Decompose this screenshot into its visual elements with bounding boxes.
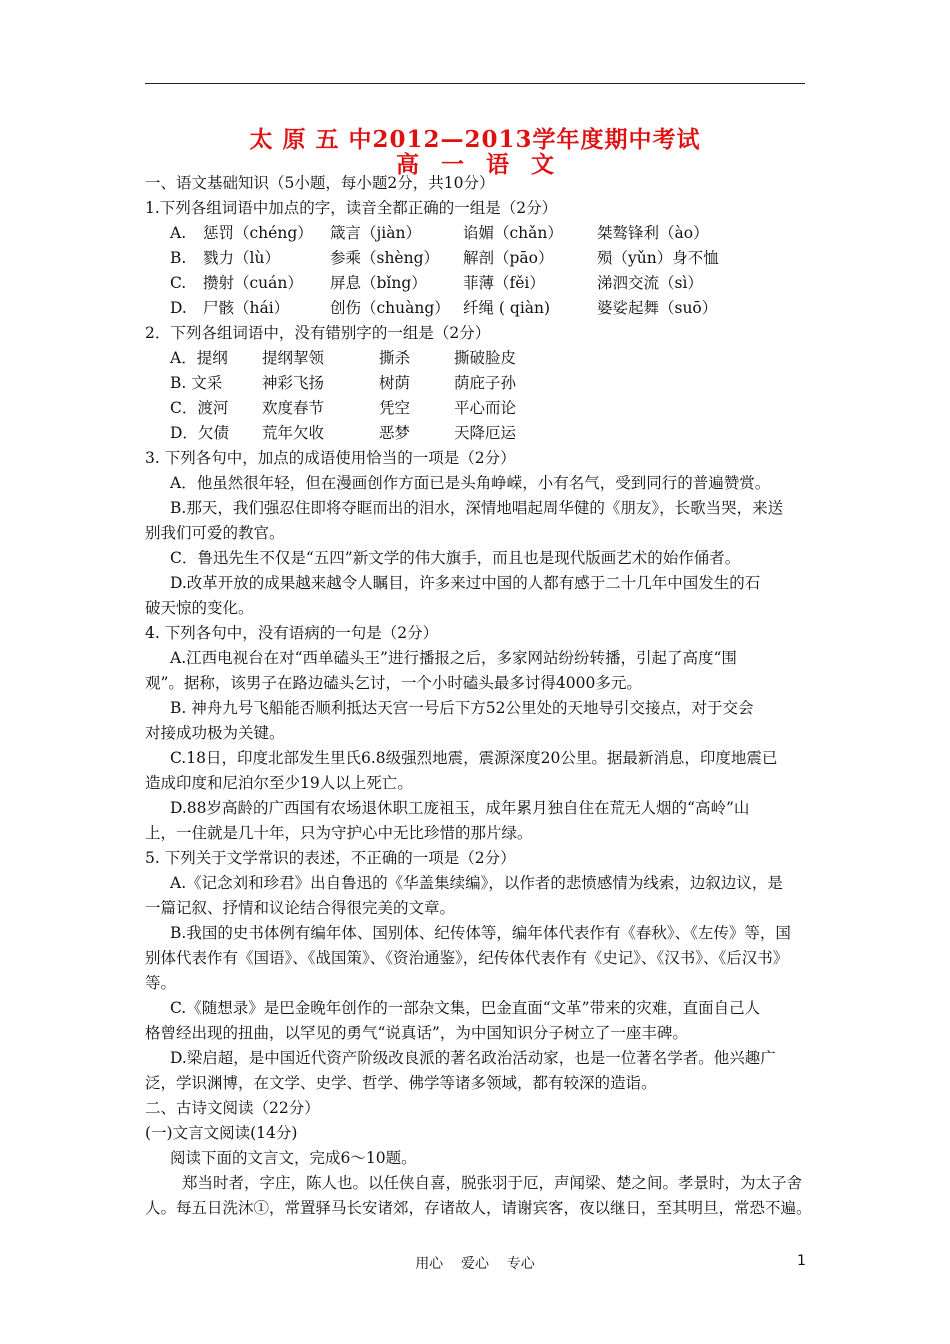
passage-text: 郑当时者，字庄，陈人也。以任侠自喜，脱张羽于厄，声闻梁、楚之间。孝景时，为太子舍 bbox=[182, 1174, 803, 1192]
option-cell: 婆娑起舞（suō） bbox=[597, 299, 718, 317]
option-label: C. bbox=[170, 274, 187, 292]
option-cell: 殒（yǔn）身不恤 bbox=[597, 249, 719, 267]
option-cell: 神彩飞扬 bbox=[262, 374, 325, 392]
option-cell: 树荫 bbox=[379, 374, 411, 392]
footer-motto: 用心 爱心 专心 bbox=[415, 1256, 535, 1272]
option-text: 破天惊的变化。 bbox=[145, 599, 254, 617]
option-cell: 谄媚（chǎn） bbox=[463, 224, 563, 242]
option-cell: 攒射（cuán） bbox=[203, 274, 303, 292]
option-cell: 撕杀 bbox=[379, 349, 411, 367]
option-label: B. bbox=[170, 249, 187, 267]
option-cell: 桀骜锋利（ào） bbox=[597, 224, 709, 242]
option-cell: 菲薄（fěi） bbox=[463, 274, 545, 292]
option-cell: 平心而论 bbox=[454, 399, 517, 417]
option-text: 等。 bbox=[145, 974, 177, 992]
exam-title: 太 原 五 中2012—2013学年度期中考试 bbox=[249, 126, 701, 153]
option-cell: 参乘（shèng） bbox=[330, 249, 440, 267]
question-stem: 2．下列各组词语中，没有错别字的一组是（2分） bbox=[145, 324, 491, 342]
section-heading: 二、古诗文阅读（22分） bbox=[145, 1099, 320, 1117]
option-cell: 惩罚（chéng） bbox=[203, 224, 313, 242]
option-text: A.江西电视台在对“西单磕头王”进行播报之后，多家网站纷纷转播，引起了高度“围 bbox=[170, 649, 737, 667]
subsection-heading: (一)文言文阅读(14分) bbox=[145, 1124, 298, 1142]
option-text: 别我们可爱的教官。 bbox=[145, 524, 285, 542]
option-text: 一篇记叙、抒情和议论结合得很完美的文章。 bbox=[145, 899, 456, 917]
passage-text: 人。每五日洗沐①，常置驿马长安诸郊，存诸故人，请谢宾客，夜以继日，至其明旦，常恐不遍。 bbox=[145, 1199, 812, 1217]
option-cell: 撕破脸皮 bbox=[454, 349, 517, 367]
section-heading: 一、语文基础知识（5小题，每小题2分，共10分） bbox=[145, 174, 495, 192]
option-text: C.《随想录》是巴金晚年创作的一部杂文集，巴金直面“文革”带来的灾难，直面自己人 bbox=[170, 999, 761, 1017]
option-text: 观”。据称，该男子在路边磕头乞讨，一个小时磕头最多讨得4000多元。 bbox=[145, 674, 642, 692]
question-stem: 5. 下列关于文学常识的表述，不正确的一项是（2分） bbox=[145, 849, 516, 867]
option-text: 泛，学识渊博，在文学、史学、哲学、佛学等诸多领域，都有较深的造诣。 bbox=[145, 1074, 657, 1092]
option-cell: 荒年欠收 bbox=[262, 424, 325, 442]
option-label: D. bbox=[170, 299, 187, 317]
option-text: 上，一住就是几十年，只为守护心中无比珍惜的那片绿。 bbox=[145, 824, 533, 842]
option-cell: C．渡河 bbox=[170, 399, 229, 417]
option-cell: 戮力（lù） bbox=[203, 249, 280, 267]
option-cell: A．提纲 bbox=[170, 349, 228, 367]
option-cell: 纤绳 ( qiàn) bbox=[463, 299, 551, 317]
option-text: 格曾经出现的扭曲，以罕见的勇气“说真话”，为中国知识分子树立了一座丰碑。 bbox=[145, 1024, 688, 1042]
option-cell: 恶梦 bbox=[379, 424, 411, 442]
option-text: A.《记念刘和珍君》出自鲁迅的《华盖集续编》，以作者的悲愤感情为线索，边叙边议，是 bbox=[170, 874, 783, 892]
option-text: B. 神舟九号飞船能否顺利抵达天宫一号后下方52公里处的天地导引交接点，对于交会 bbox=[170, 699, 754, 717]
option-text: 对接成功极为关键。 bbox=[145, 724, 285, 742]
exam-subtitle: 高 一 语 文 bbox=[396, 151, 554, 178]
option-text: B.那天，我们强忍住即将夺眶而出的泪水，深情地唱起周华健的《朋友》，长歌当哭，来送 bbox=[170, 499, 784, 517]
reading-instruction: 阅读下面的文言文，完成6～10题。 bbox=[170, 1149, 417, 1167]
option-text: D.改革开放的成果越来越令人瞩目，许多来过中国的人都有感于二十几年中国发生的石 bbox=[170, 574, 761, 592]
option-cell: 欢度春节 bbox=[262, 399, 325, 417]
option-cell: D．欠债 bbox=[170, 424, 229, 442]
option-cell: 创伤（chuàng） bbox=[330, 299, 450, 317]
option-text: 造成印度和尼泊尔至少19人以上死亡。 bbox=[145, 774, 413, 792]
option-cell: B. 文采 bbox=[170, 374, 223, 392]
question-stem: 1.下列各组词语中加点的字，读音全都正确的一组是（2分） bbox=[145, 199, 558, 217]
option-cell: 荫庇子孙 bbox=[454, 374, 517, 392]
question-stem: 3. 下列各句中，加点的成语使用恰当的一项是（2分） bbox=[145, 449, 516, 467]
option-cell: 箴言（jiàn） bbox=[330, 224, 421, 242]
option-cell: 解剖（pāo） bbox=[463, 249, 554, 267]
page-number: 1 bbox=[797, 1253, 806, 1269]
option-text: C．鲁迅先生不仅是“五四”新文学的伟大旗手，而且也是现代版画艺术的始作俑者。 bbox=[170, 549, 741, 567]
option-label: A. bbox=[170, 224, 187, 242]
option-cell: 尸骸（hái） bbox=[203, 299, 290, 317]
option-text: C.18日，印度北部发生里氏6.8级强烈地震，震源深度20公里。据最新消息，印度地震已 bbox=[170, 749, 778, 767]
option-text: D.梁启超，是中国近代资产阶级改良派的著名政治活动家，也是一位著名学者。他兴趣广 bbox=[170, 1049, 776, 1067]
option-text: D.88岁高龄的广西国有农场退休职工庞祖玉，成年累月独自住在荒无人烟的“高岭”山 bbox=[170, 799, 750, 817]
option-cell: 提纲挈领 bbox=[262, 349, 325, 367]
question-stem: 4. 下列各句中，没有语病的一句是（2分） bbox=[145, 624, 439, 642]
option-cell: 天降厄运 bbox=[454, 424, 517, 442]
option-cell: 涕泗交流（sì） bbox=[597, 274, 703, 292]
option-text: B.我国的史书体例有编年体、国别体、纪传体等，编年体代表作有《春秋》、《左传》等，国 bbox=[170, 924, 791, 942]
option-cell: 屏息（bǐng） bbox=[330, 274, 427, 292]
header-rule bbox=[145, 83, 805, 84]
option-text: 别体代表作有《国语》、《战国策》、《资治通鉴》，纪传体代表作有《史记》、《汉书》、《后汉书》 bbox=[145, 949, 789, 967]
option-text: A．他虽然很年轻，但在漫画创作方面已是头角峥嵘，小有名气，受到同行的普遍赞赏。 bbox=[170, 474, 771, 492]
option-cell: 凭空 bbox=[379, 399, 411, 417]
